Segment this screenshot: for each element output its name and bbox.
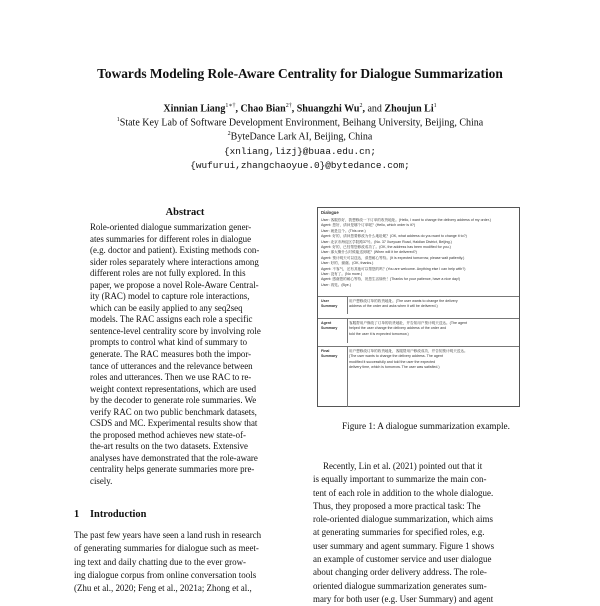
abstract-line: (e.g. doctor and patient). Existing methods con- (90, 245, 260, 256)
dialogue-line: User: 没有了。(No more.) (321, 271, 363, 276)
abstract-line: generate. The RAC measures both the impor- (90, 349, 252, 360)
body-line: mary for both user (e.g. User Summary) and agent (313, 593, 494, 604)
figure-summary-row (318, 346, 519, 407)
figure-column-divider (347, 347, 348, 407)
author-name: Zhoujun Li (384, 103, 434, 115)
email-line-2[interactable]: {wufurui,zhangchaoyue.0}@bytedance.com; (190, 160, 410, 171)
body-line: an example of customer service and user dialogue (313, 554, 492, 565)
abstract-line: paper, we propose a novel Role-Aware Central- (90, 279, 259, 290)
summary-text (349, 299, 516, 310)
abstract-line: CSDS and MC. Experimental results show that (90, 418, 258, 429)
abstract-line: different roles are not fully explored. In this (90, 268, 246, 279)
abstract-line: ates summaries for different roles in dialogue (90, 233, 252, 244)
body-line: Thus, they proposed a more practical task: The (313, 500, 481, 511)
dialogue-line: User: 客服你好，我想修改一下订单的收货地址。(Hello, I want to change the delivery address of my order.) (321, 218, 491, 222)
section-title: Introduction (90, 509, 147, 520)
author-marks: 1∗† (225, 103, 236, 109)
summary-line: 客服帮用户修改了订单的收货地址，并告知用户预计明天送达。(The agent (349, 321, 468, 325)
summary-line: 用户想修改订单的收货地址。(The user wants to change the delivery (349, 299, 458, 303)
figure-summary-row (318, 296, 519, 314)
dialogue-line: User: 那大概什么时候能送到呢？(When will it be delivered?) (321, 250, 417, 255)
right-column-body (313, 460, 539, 606)
abstract-line: sider roles separately where interactions among (90, 256, 259, 267)
body-line: about changing order delivery address. The role- (313, 567, 487, 578)
figure-dialogue-example (317, 207, 520, 407)
affiliation-mark: 2 (227, 131, 231, 137)
dialogue-line: Agent: 感谢您的耐心等待，祝您生活愉快！(Thanks for your patience, have a nice day!) (321, 277, 461, 282)
section-number: 1 (74, 509, 80, 520)
summary-label: Agent Summary (321, 321, 338, 331)
email-line-1[interactable]: {xnliang,lizj}@buaa.edu.cn; (224, 146, 376, 157)
abstract-body (90, 222, 280, 488)
abstract-line: analyses have demonstrated that the role-aware (90, 452, 258, 463)
dialogue-line: Agent: 您好，请问是哪个订单呢？(Hello, which order is it?) (321, 223, 416, 228)
body-line: ing dialogue corpus from online conversation tools (74, 569, 257, 580)
abstract-line: weight context representations, which are used (90, 383, 257, 394)
abstract-line: centrality helps generate summaries more pre- (90, 464, 255, 475)
abstract-line: tance of utterances and the relevance between (90, 360, 253, 371)
dialogue-line: User: 就是这个。(This one.) (321, 228, 366, 233)
figure-column-divider (347, 297, 348, 314)
summary-line: told the user it is expected tomorrow.) (349, 331, 409, 336)
abstract-heading: Abstract (165, 207, 205, 218)
summary-label: User Summary (321, 299, 338, 309)
body-line: user summary and agent summary. Figure 1 shows (313, 540, 495, 551)
figure-column-divider (347, 319, 348, 343)
abstract-line: the-art results on the two datasets. Extensive (90, 441, 248, 452)
figure-dialogue (321, 218, 517, 288)
author-name: Chao Bian (240, 103, 286, 115)
dialogue-line: User: 北京市海淀区学院路37号。(No. 37 Xueyuan Road, Haidian District, Beijing.) (321, 239, 452, 244)
abstract-line: cisely. (90, 476, 113, 487)
body-line: is equally important to summarize the main con- (313, 474, 487, 485)
abstract-line: prompts to control what kind of summary to (90, 337, 248, 348)
author-name: Xinnian Liang (163, 103, 226, 115)
body-line: The past few years have seen a land rush in research (74, 530, 262, 540)
introduction-heading (74, 509, 146, 520)
author-list (0, 102, 600, 114)
summary-line: 用户想修改订单的收货地址，客服帮用户修改成功，并告知预计明天送达。 (349, 349, 468, 353)
body-line: role-oriented dialogue summarization, which aims (313, 514, 493, 525)
body-line: tent of each role in addition to the whole dialogue. (313, 487, 494, 498)
author-marks: 2 (359, 103, 363, 109)
body-line: at generating summaries for specified roles, e.g. (313, 527, 485, 538)
body-line: ing text and daily chatting due to the ever grow- (74, 556, 246, 567)
body-line: Recently, Lin et al. (2021) pointed out that it (323, 461, 483, 471)
author-and: and (367, 103, 382, 115)
figure-caption: Figure 1: A dialogue summarization example. (342, 421, 510, 431)
summary-line: address of the order and asks when it will be delivered.) (349, 304, 438, 309)
author-separator: , (362, 103, 368, 115)
affiliation-text: ByteDance Lark AI, Beijing, China (230, 131, 373, 143)
abstract-line: sentence-level centrality score by involving role (90, 325, 261, 336)
abstract-line: ity (RAC) model to capture role interactions, (90, 291, 250, 302)
abstract-line: Role-oriented dialogue summarization gener- (90, 222, 252, 232)
dialogue-line: Agent: 不客气，还有其他可以帮您的吗？(You are welcome. Anything else I can help with?) (321, 266, 466, 271)
affiliation-1 (0, 117, 600, 128)
abstract-line: the proposed method achieves new state-of- (90, 429, 246, 440)
author-marks: 2† (285, 103, 292, 109)
abstract-line: roles and utterances. Then we use RAC to re- (90, 372, 252, 383)
summary-line: (The user wants to change the delivery address. The agent (349, 354, 443, 359)
author-separator: , (235, 103, 241, 115)
body-line: (Zhu et al., 2020; Feng et al., 2021a; Zhong et al., (74, 583, 252, 594)
dialogue-line: Agent: 好的，已经帮您修改成功了。(OK, the address has been modified for you.) (321, 244, 451, 249)
affiliation-2 (0, 131, 600, 142)
figure-summary-row (318, 318, 519, 343)
author-separator: , (291, 103, 297, 115)
paper-title: Towards Modeling Role-Aware Centrality for Dialogue Summarization (97, 66, 503, 81)
affiliation-text: State Key Lab of Software Development Environment, Beihang University, Beijing, China (119, 117, 484, 129)
author-name: Shuangzhi Wu (296, 103, 360, 115)
introduction-body (74, 529, 300, 595)
body-line: oriented dialogue summarization generates sum- (313, 580, 487, 591)
figure-header: Dialogue (321, 210, 339, 215)
summary-text (349, 321, 516, 337)
abstract-line: models. The RAC assigns each role a specific (90, 314, 253, 325)
summary-line: modified it successfully and told the user the expected (349, 359, 436, 364)
summary-text (349, 349, 516, 371)
abstract-line: by the decoder to generate role summaries. We (90, 395, 257, 406)
dialogue-line: Agent: 好的，请问您要修改为什么地址呢？(OK, what address do you want to change it to?) (321, 234, 467, 239)
author-marks: 1 (433, 103, 437, 109)
summary-line: helped the user change the delivery address of the order and (349, 326, 447, 331)
summary-label: Final Summary (321, 349, 338, 359)
affiliation-mark: 1 (116, 117, 120, 123)
abstract-line: verify RAC on two public benchmark datasets, (90, 406, 257, 417)
summary-line: delivery time, which is tomorrow. The user was satisfied.) (349, 365, 440, 370)
dialogue-line: User: 好的，谢谢。(OK, thanks.) (321, 261, 374, 266)
body-line: of generating summaries for dialogue such as meet- (74, 543, 259, 554)
dialogue-line: Agent: 预计明天可以送达，请您耐心等待。(It is expected tomorrow, please wait patiently.) (321, 255, 465, 260)
abstract-line: which can be easily applied to any seq2seq (90, 302, 243, 313)
dialogue-line: User: 再见。(Bye.) (321, 282, 351, 287)
